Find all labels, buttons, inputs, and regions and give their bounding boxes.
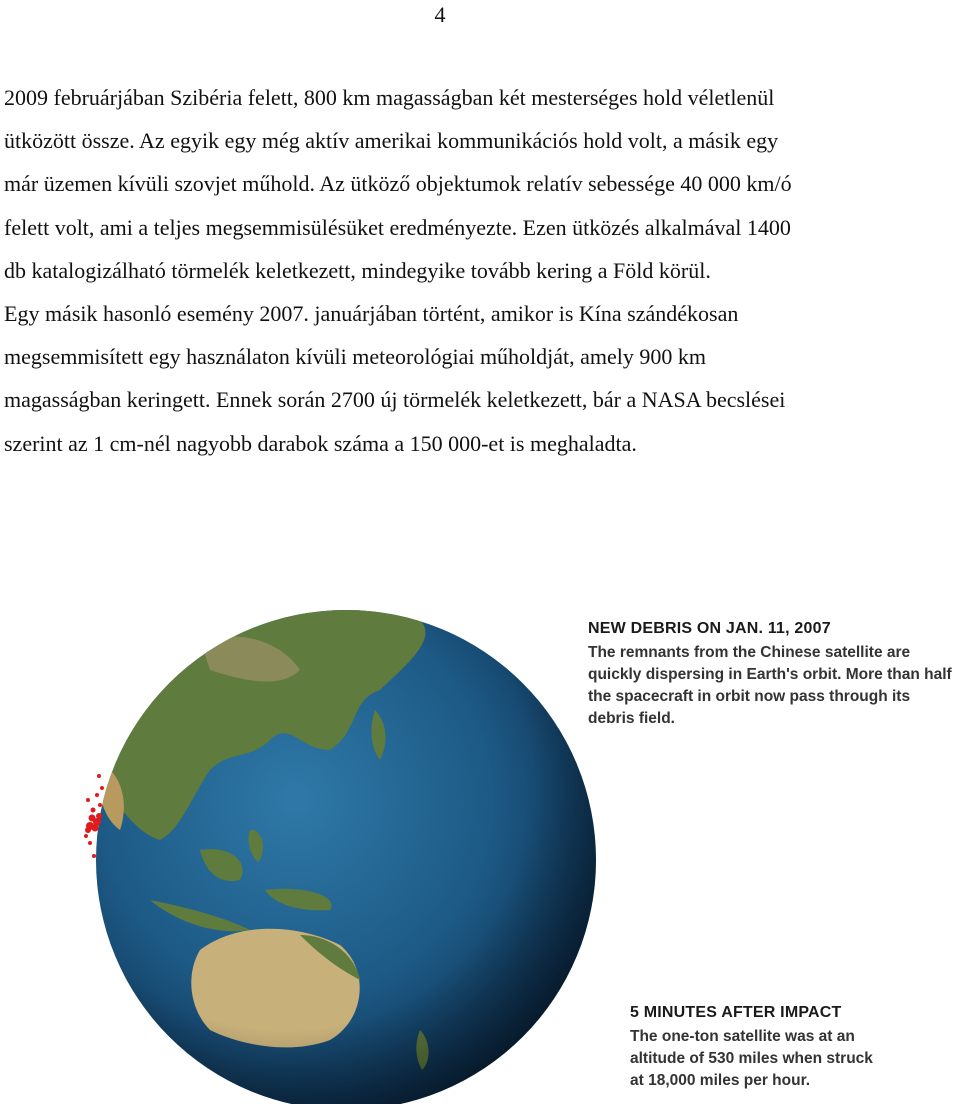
caption-line: The remnants from the Chinese satellite are (588, 644, 911, 661)
paragraph-line: szerint az 1 cm-nél nagyobb darabok száma a 150 000-et is meghaladta. (4, 430, 637, 456)
paragraph-line: db katalogizálható törmelék keletkezett, mindegyike tovább kering a Föld körül. (4, 257, 711, 283)
caption-line: at 18,000 miles per hour. (630, 1072, 811, 1089)
page-number: 4 (434, 2, 446, 27)
paragraph-line: 2009 februárjában Szibéria felett, 800 km magasságban két mesterséges hold véletlenül (4, 85, 775, 110)
globe-shading (96, 610, 596, 1104)
paragraph-line: már üzemen kívüli szovjet műhold. Az ütköző objektumok relatív sebessége 40 000 km/ó (4, 171, 792, 197)
caption-new-debris (588, 620, 952, 730)
caption-after-impact (630, 1004, 873, 1092)
paragraph-line: Egy másik hasonló esemény 2007. januárjában történt, amikor is Kína szándékosan (4, 300, 739, 326)
caption-line: The one-ton satellite was at an (630, 1028, 855, 1045)
paragraph-line: megsemmisített egy használaton kívüli meteorológiai műholdját, amely 900 km (4, 344, 707, 370)
debris-figure (0, 600, 960, 1104)
paragraph-line: felett volt, ami a teljes megsemmisülésüket eredményezte. Ezen ütközés alkalmával 1400 (4, 214, 791, 240)
paragraph-line: ütközött össze. Az egyik egy még aktív amerikai kommunikációs hold volt, a másik egy (4, 128, 779, 154)
paragraph-line: magasságban keringett. Ennek során 2700 új törmelék keletkezett, bár a NASA becslései (4, 387, 786, 413)
body-paragraph (4, 76, 904, 465)
caption-title: NEW DEBRIS ON JAN. 11, 2007 (588, 620, 831, 637)
caption-line: altitude of 530 miles when struck (630, 1050, 873, 1067)
caption-line: debris field. (588, 710, 675, 727)
caption-line: the spacecraft in orbit now pass through its (588, 688, 911, 705)
caption-title: 5 MINUTES AFTER IMPACT (630, 1004, 842, 1021)
caption-line: quickly dispersing in Earth's orbit. More than half (588, 666, 952, 683)
